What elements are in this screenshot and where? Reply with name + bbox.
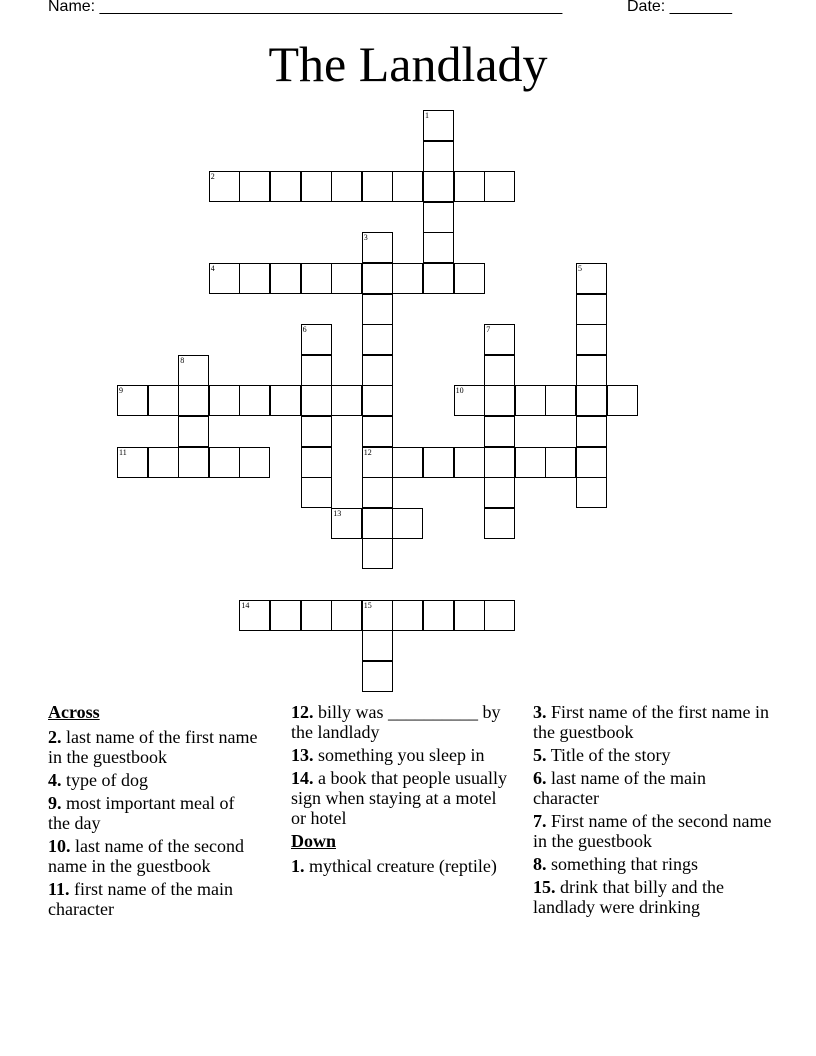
grid-cell[interactable] bbox=[362, 232, 393, 263]
grid-cell[interactable] bbox=[117, 447, 148, 478]
grid-cell[interactable] bbox=[576, 447, 607, 478]
grid-cell[interactable] bbox=[331, 600, 362, 631]
cell-number: 4 bbox=[210, 264, 215, 273]
grid-cell[interactable] bbox=[301, 385, 332, 416]
grid-cell[interactable] bbox=[239, 385, 270, 416]
grid-cell[interactable] bbox=[576, 477, 607, 508]
grid-cell[interactable] bbox=[454, 385, 485, 416]
cell-number: 6 bbox=[302, 325, 307, 335]
grid-cell[interactable] bbox=[484, 355, 515, 386]
grid-cell[interactable] bbox=[484, 324, 515, 355]
grid-cell[interactable] bbox=[362, 508, 393, 539]
grid-cell[interactable] bbox=[270, 171, 301, 202]
grid-cell[interactable] bbox=[362, 416, 393, 447]
clues-column-2 bbox=[291, 702, 511, 879]
clue-down-1: 1. mythical creature (reptile) bbox=[291, 856, 497, 876]
grid-cell[interactable] bbox=[178, 385, 209, 416]
clue-across-4: 4. type of dog bbox=[48, 770, 148, 790]
grid-cell[interactable] bbox=[484, 600, 515, 631]
cell-number: 13 bbox=[333, 508, 342, 518]
grid-cell[interactable] bbox=[423, 447, 454, 478]
grid-cell[interactable] bbox=[545, 385, 576, 416]
grid-cell[interactable] bbox=[362, 385, 393, 416]
cell-number: 9 bbox=[119, 386, 123, 396]
grid-cell[interactable] bbox=[239, 171, 270, 202]
grid-cell[interactable] bbox=[209, 385, 240, 416]
grid-cell[interactable] bbox=[331, 385, 362, 416]
grid-cell[interactable] bbox=[148, 385, 179, 416]
grid-cell[interactable] bbox=[209, 447, 240, 478]
grid-cell[interactable] bbox=[270, 263, 301, 294]
puzzle-title: The Landlady bbox=[268, 36, 548, 92]
grid-cell[interactable] bbox=[576, 263, 607, 294]
grid-cell[interactable] bbox=[362, 263, 393, 294]
cell-number: 14 bbox=[241, 600, 250, 610]
cell-number: 12 bbox=[363, 447, 372, 457]
grid-cell[interactable] bbox=[454, 263, 485, 294]
clue-down-5: 5. Title of the story bbox=[533, 745, 671, 765]
grid-cell[interactable] bbox=[270, 600, 301, 631]
grid-cell[interactable] bbox=[331, 263, 362, 294]
grid-cell[interactable] bbox=[392, 263, 423, 294]
clue-down-15: 15. drink that billy and the landlady were drinking bbox=[533, 877, 724, 917]
grid-cell[interactable] bbox=[484, 416, 515, 447]
grid-cell[interactable] bbox=[545, 447, 576, 478]
grid-cell[interactable] bbox=[239, 447, 270, 478]
grid-cell[interactable] bbox=[576, 416, 607, 447]
grid-cell[interactable] bbox=[362, 294, 393, 325]
grid-cell[interactable] bbox=[362, 324, 393, 355]
cell-number: 7 bbox=[486, 325, 491, 335]
clue-across-11: 11. first name of the main character bbox=[48, 879, 233, 919]
grid-cell[interactable] bbox=[362, 630, 393, 661]
grid-cell[interactable] bbox=[362, 171, 393, 202]
grid-cell[interactable] bbox=[362, 600, 393, 631]
cell-number: 11 bbox=[119, 447, 127, 457]
clue-across-2: 2. last name of the first name in the guestbook bbox=[48, 727, 258, 767]
grid-cell[interactable] bbox=[607, 385, 638, 416]
grid-cell[interactable] bbox=[331, 508, 362, 539]
grid-cell[interactable] bbox=[576, 385, 607, 416]
clue-across-13: 13. something you sleep in bbox=[291, 745, 485, 765]
grid-cell[interactable] bbox=[515, 447, 546, 478]
grid-cell[interactable] bbox=[423, 263, 454, 294]
grid-cell[interactable] bbox=[423, 232, 454, 263]
grid-cell[interactable] bbox=[239, 263, 270, 294]
grid-cell[interactable] bbox=[178, 416, 209, 447]
grid-cell[interactable] bbox=[362, 477, 393, 508]
cell-number: 5 bbox=[578, 264, 582, 273]
name-field[interactable]: Name: ____________________________________________________ bbox=[48, 0, 563, 15]
date-field[interactable]: Date: _______ bbox=[627, 0, 732, 15]
grid-cell[interactable] bbox=[576, 294, 607, 325]
clue-across-12: 12. billy was __________ by the landlady bbox=[291, 702, 501, 742]
clue-down-7: 7. First name of the second name in the guestbook bbox=[533, 811, 772, 851]
clues-column-3 bbox=[533, 702, 773, 920]
grid-cell[interactable] bbox=[209, 171, 240, 202]
down-heading: Down bbox=[291, 831, 337, 851]
grid-cell[interactable] bbox=[484, 171, 515, 202]
grid-cell[interactable] bbox=[362, 447, 393, 478]
cell-number: 2 bbox=[210, 172, 215, 182]
grid-cell[interactable] bbox=[454, 171, 485, 202]
grid-cell[interactable] bbox=[301, 477, 332, 508]
grid-cell[interactable] bbox=[392, 447, 423, 478]
grid-cell[interactable] bbox=[454, 600, 485, 631]
clue-down-3: 3. First name of the first name in the guestbook bbox=[533, 702, 769, 742]
grid-cell[interactable] bbox=[270, 385, 301, 416]
clue-across-10: 10. last name of the second name in the guestbook bbox=[48, 836, 244, 876]
grid-cell[interactable] bbox=[301, 447, 332, 478]
grid-cell[interactable] bbox=[301, 324, 332, 355]
grid-cell[interactable] bbox=[576, 355, 607, 386]
cell-number: 10 bbox=[455, 386, 464, 396]
grid-cell[interactable] bbox=[423, 202, 454, 233]
grid-cell[interactable] bbox=[301, 600, 332, 631]
grid-cell[interactable] bbox=[423, 171, 454, 202]
grid-cell[interactable] bbox=[117, 385, 148, 416]
grid-cell[interactable] bbox=[515, 385, 546, 416]
cell-number: 3 bbox=[363, 233, 368, 243]
grid-cell[interactable] bbox=[362, 538, 393, 569]
grid-cell[interactable] bbox=[362, 661, 393, 692]
grid-cell[interactable] bbox=[423, 600, 454, 631]
clue-across-14: 14. a book that people usually sign when staying at a motel or hotel bbox=[291, 768, 507, 828]
grid-cell[interactable] bbox=[392, 171, 423, 202]
grid-cell[interactable] bbox=[301, 416, 332, 447]
grid-cell[interactable] bbox=[301, 171, 332, 202]
grid-cell[interactable] bbox=[392, 508, 423, 539]
across-heading: Across bbox=[48, 702, 100, 722]
grid-cell[interactable] bbox=[423, 110, 454, 141]
grid-cell[interactable] bbox=[362, 355, 393, 386]
clues-column-1 bbox=[48, 702, 258, 922]
grid-cell[interactable] bbox=[484, 477, 515, 508]
cell-number: 1 bbox=[425, 111, 429, 120]
cell-number: 8 bbox=[180, 355, 185, 365]
grid-cell[interactable] bbox=[178, 355, 209, 386]
grid-cell[interactable] bbox=[392, 600, 423, 631]
grid-cell[interactable] bbox=[576, 324, 607, 355]
grid-cell[interactable] bbox=[484, 447, 515, 478]
grid-cell[interactable] bbox=[239, 600, 270, 631]
grid-cell[interactable] bbox=[484, 508, 515, 539]
grid-cell[interactable] bbox=[301, 263, 332, 294]
grid-cell[interactable] bbox=[423, 141, 454, 172]
grid-cell[interactable] bbox=[209, 263, 240, 294]
grid-cell[interactable] bbox=[148, 447, 179, 478]
grid-cell[interactable] bbox=[331, 171, 362, 202]
grid-cell[interactable] bbox=[484, 385, 515, 416]
grid-cell[interactable] bbox=[454, 447, 485, 478]
cell-number: 15 bbox=[363, 600, 372, 610]
clue-down-6: 6. last name of the main character bbox=[533, 768, 706, 808]
clue-down-8: 8. something that rings bbox=[533, 854, 698, 874]
clue-across-9: 9. most important meal of the day bbox=[48, 793, 235, 833]
grid-cell[interactable] bbox=[301, 355, 332, 386]
grid-cell[interactable] bbox=[178, 447, 209, 478]
